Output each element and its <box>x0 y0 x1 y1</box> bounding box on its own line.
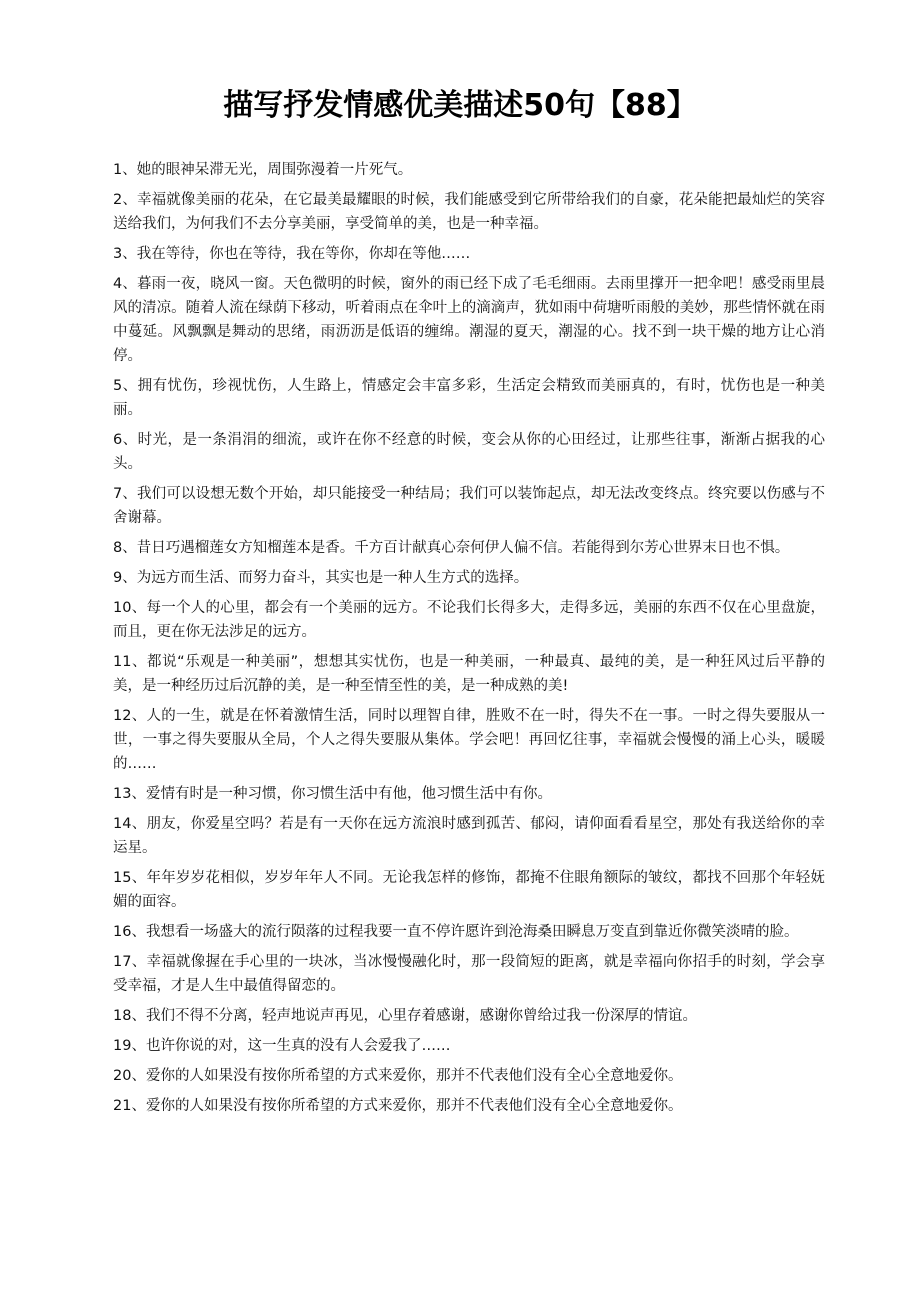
list-item: 11、都说“乐观是一种美丽”，想想其实忧伤，也是一种美丽，一种最真、最纯的美，是一种狂风过后平静的美，是一种经历过后沉静的美，是一种至情至性的美，是一种成熟的美! <box>113 654 825 694</box>
list-item: 17、幸福就像握在手心里的一块冰，当冰慢慢融化时，那一段简短的距离，就是幸福向你招手的时刻，学会享受幸福，才是人生中最值得留恋的。 <box>113 954 825 994</box>
list-item: 3、我在等待，你也在等待，我在等你，你却在等他…… <box>113 246 471 262</box>
list-item: 14、朋友，你爱星空吗？若是有一天你在远方流浪时感到孤苦、郁闷，请仰面看看星空，那处有我送给你的幸运星。 <box>113 816 825 856</box>
list-item: 15、年年岁岁花相似，岁岁年年人不同。无论我怎样的修饰，都掩不住眼角额际的皱纹，都找不回那个年轻妩媚的面容。 <box>113 870 825 910</box>
list-item: 1、她的眼神呆滞无光，周围弥漫着一片死气。 <box>113 162 413 178</box>
page-title: 描写抒发情感优美描述50句【88】 <box>223 88 697 123</box>
list-item: 10、每一个人的心里，都会有一个美丽的远方。不论我们长得多大，走得多远，美丽的东西不仅在心里盘旋，而且，更在你无法涉足的远方。 <box>113 600 825 640</box>
list-item: 4、暮雨一夜，晓风一窗。天色微明的时候，窗外的雨已经下成了毛毛细雨。去雨里撑开一把伞吧！感受雨里晨风的清凉。随着人流在绿荫下移动，听着雨点在伞叶上的滴滴声，犹如雨中荷塘听雨般的美妙，那些情怀就在雨中蔓延。风飘飘是舞动的思绪，雨沥沥是低语的缠绵。潮湿的夏天，潮湿的心。找不到一块干燥的地方让心消停。 <box>113 276 825 364</box>
list-item: 5、拥有忧伤，珍视忧伤，人生路上，情感定会丰富多彩，生活定会精致而美丽真的，有时，忧伤也是一种美丽。 <box>113 378 825 418</box>
list-item: 21、爱你的人如果没有按你所希望的方式来爱你，那并不代表他们没有全心全意地爱你。 <box>113 1098 683 1114</box>
list-item: 6、时光，是一条涓涓的细流，或许在你不经意的时候，变会从你的心田经过，让那些往事，渐渐占据我的心头。 <box>113 432 825 472</box>
list-item: 9、为远方而生活、而努力奋斗，其实也是一种人生方式的选择。 <box>113 570 529 586</box>
list-item: 13、爱情有时是一种习惯，你习惯生活中有他，他习惯生活中有你。 <box>113 786 552 802</box>
list-item: 12、人的一生，就是在怀着激情生活，同时以理智自律，胜败不在一时，得失不在一事。一时之得失要服从一世，一事之得失要服从全局，个人之得失要服从集体。学会吧！再回忆往事，幸福就会慢慢的涌上心头，暖暖的…… <box>113 708 825 772</box>
list-item: 18、我们不得不分离，轻声地说声再见，心里存着感谢，感谢你曾给过我一份深厚的情谊。 <box>113 1008 697 1024</box>
paragraph-list <box>113 158 825 1124</box>
list-item: 19、也许你说的对，这一生真的没有人会爱我了…… <box>113 1038 451 1054</box>
list-item: 2、幸福就像美丽的花朵，在它最美最耀眼的时候，我们能感受到它所带给我们的自豪，花朵能把最灿烂的笑容送给我们，为何我们不去分享美丽，享受简单的美，也是一种幸福。 <box>113 192 825 232</box>
list-item: 7、我们可以设想无数个开始，却只能接受一种结局；我们可以装饰起点，却无法改变终点。终究要以伤感与不舍谢幕。 <box>113 486 825 526</box>
list-item: 8、昔日巧遇榴莲女方知榴莲本是香。千方百计献真心奈何伊人偏不信。若能得到尔芳心世界末日也不惧。 <box>113 540 790 556</box>
list-item: 16、我想看一场盛大的流行陨落的过程我要一直不停许愿许到沧海桑田瞬息万变直到靠近你微笑淡晴的脸。 <box>113 924 799 940</box>
list-item: 20、爱你的人如果没有按你所希望的方式来爱你，那并不代表他们没有全心全意地爱你。 <box>113 1068 683 1084</box>
